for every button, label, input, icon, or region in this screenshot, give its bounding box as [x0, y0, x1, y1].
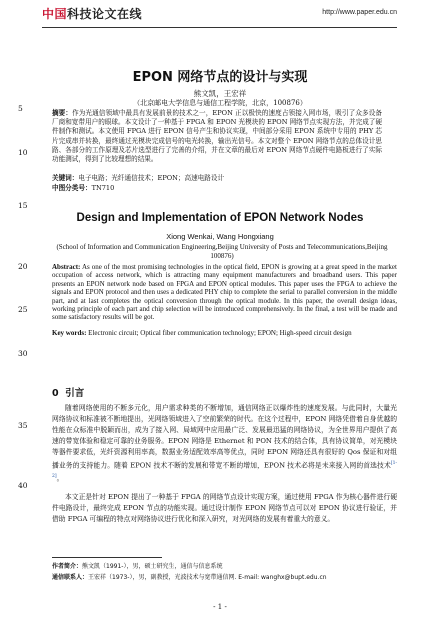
line-number-10: 10 — [18, 148, 28, 157]
logo-red-text: 中国 — [42, 7, 68, 21]
intro-paragraph-1-text: 随着网络使用的不断多元化，用户需求种类的不断增加，通信网络正以爆炸性的速度发展。与此同时，大量光网络协议和标准被不断地提出，光网络领域进入了空前繁荣的时代。在这个过程中，EPON 网络凭借着自身优越的性能在众标准中脱颖而出，成为了接入网、局域网中应用最广泛、发展最迅猛的网络协议，为全世界用户提供了高速的带宽体验和稳定可靠的业务服务。EPON 网络是 Ethernet 和 PON 技术的结合体，具有协议简单，对光模块等器件要求低，光纤资源利用率高，数据业务适配效率高等优点，同时 EPON 网络还具有很好的 Qos 保证和对组播业务的支持能力。随着 EPON 技术不断的发展和带宽不断的增加，EPON 技术必将是未来接入网的首选技术 — [52, 404, 397, 470]
keywords-cn — [52, 174, 382, 183]
site-url[interactable]: http://www.paper.edu.cn — [322, 9, 397, 16]
header-rule — [42, 27, 397, 28]
classification-cn — [52, 184, 382, 193]
line-number-30: 30 — [18, 349, 28, 358]
footnote-author-info — [52, 561, 222, 570]
author-info-text: 熊文凯（1991-），男，硕士研究生，通信与信息系统 — [82, 563, 223, 570]
classification-code: TN710 — [91, 184, 115, 192]
citation-link[interactable]: [1-2] — [52, 461, 397, 480]
abstract-cn-text: 作为光通信领域中最具有发展前景的技术之一，EPON 正以极快的速度占领接入网市场，吸引了众多设备厂商和宽带用户的眼球。本文设计了一种基于 FPGA 和 EPON 光模块的 EPON 网络节点实现方法，并完成了硬件制作和测试。本文使用 FPGA 进行 EPON 信号产生和协议实现，中间部分采用 EPON 系统中专用的 PHY 芯片完成串并转换，最终通过光模块完成信号的电光转换，输出光信号。本文对整个 EPON 网络节点的总体设计思路、各部分的工作原理及芯片选型进行了完善的介绍，并在文章的最后对 EPON 网络节点硬件电路板进行了实际功能测试，得到了比较理想的结果。 — [52, 109, 382, 164]
paper-title-en: Design and Implementation of EPON Network Nodes — [76, 212, 364, 224]
authors-cn: 熊文凯，王宏祥 — [193, 89, 247, 98]
site-logo[interactable] — [42, 5, 142, 22]
page-number: - 1 - — [213, 603, 227, 611]
affiliation-cn: （北京邮电大学信息与通信工程学院，北京，100876） — [133, 99, 307, 107]
abstract-cn — [52, 109, 382, 164]
line-number-5: 5 — [18, 104, 23, 113]
site-header — [42, 5, 397, 27]
keywords-en — [52, 329, 397, 337]
authors-en: Xiong Wenkai, Wang Hongxiang — [166, 232, 274, 241]
section-title: 引言 — [65, 388, 85, 399]
line-number-25: 25 — [18, 305, 28, 314]
footnote-contact — [52, 572, 327, 581]
section-heading — [52, 385, 84, 399]
keywords-cn-label: 关键词： — [52, 174, 79, 182]
contact-text: 王宏祥（1973-），男，副教授，光波技术与宽带通信网. E-mail: wanghx@bupt.edu.cn — [88, 574, 327, 581]
contact-label: 通信联系人： — [52, 574, 89, 581]
abstract-en-label: Abstract: — [52, 263, 81, 271]
abstract-en — [52, 263, 397, 322]
abstract-en-text: As one of the most promising technologies in the optical field, EPON is growing at a great speed in the market occupation of access network, which is attracting many equipment manufacturers and broadband users. This paper presents an EPON network node based on FPGA and EPON optical modules. This paper uses the FPGA to achieve the signals and EPON protocol and then uses a dedicated PHY chip to complete the serial to parallel conversion in the middle part, and at last completes the optical conversion through the optical module. In this paper, the overall design ideas, working principle of each part and chip selection will be introduced comprehensively. In the final, a test will be made and some satisfactory results will be got. — [52, 263, 397, 322]
line-number-35: 35 — [18, 421, 28, 430]
keywords-cn-text: 电子电路；光纤通信技术；EPON；高速电路设计 — [78, 174, 225, 182]
line-number-20: 20 — [18, 262, 28, 271]
intro-paragraph-1: 随着网络使用的不断多元化，用户需求种类的不断增加，通信网络正以爆炸性的速度发展。与此同时，大量光网络协议和标准被不断地提出，光网络领域进入了空前繁荣的时代。在这个过程中，EPON 网络凭借着自身优越的性能在众标准中脱颖而出，成为了接入网、局域网中应用最广泛、发展最迅猛的网络协议，为全世界用户提供了高速的带宽体验和稳定可靠的业务服务。EPON 网络是 Ethernet 和 PON 技术的结合体，具有协议简单，对光模块等器件要求低，光纤资源利用率高，数据业务适配效率高等优点，同时 EPON 网络还具有很好的 Qos 保证和对组播业务的支持能力。随着 EPON 技术不断的发展和带宽不断的增加，EPON 技术必将是未来接入网的首选技术[1-2]。 — [52, 404, 397, 483]
classification-label: 中图分类号： — [52, 184, 92, 192]
section-number: 0 — [52, 388, 59, 399]
intro-paragraph-2: 本文正是针对 EPON 提出了一种基于 FPGA 的网络节点设计实现方案，通过使用 FPGA 作为核心器件进行硬件电路设计，最终完成 EPON 节点的功能实现。通过设计制作 EPON 网络节点可以对 EPON 协议进行验证，并借助 FPGA 可编程的特点对网络协议进行优化和深入研究，对光网络的发展有着重大的意义。 — [52, 493, 397, 523]
paper-title-cn: EPON 网络节点的设计与实现 — [132, 70, 308, 85]
keywords-en-label: Key words: — [52, 329, 87, 337]
keywords-en-text: Electronic circuit; Optical fiber communication technology; EPON; High-speed circuit design — [88, 329, 352, 337]
line-number-40: 40 — [18, 481, 28, 490]
author-info-label: 作者简介： — [52, 563, 83, 570]
abstract-cn-label: 摘要： — [52, 109, 73, 117]
line-number-15: 15 — [18, 201, 28, 210]
affiliation-en: (School of Information and Communication Engineering,Beijing University of Posts and Telecommunications,Beijing 100876) — [56, 243, 388, 260]
footnote-rule — [52, 557, 162, 558]
logo-dark-text: 科技论文在线 — [67, 7, 143, 21]
